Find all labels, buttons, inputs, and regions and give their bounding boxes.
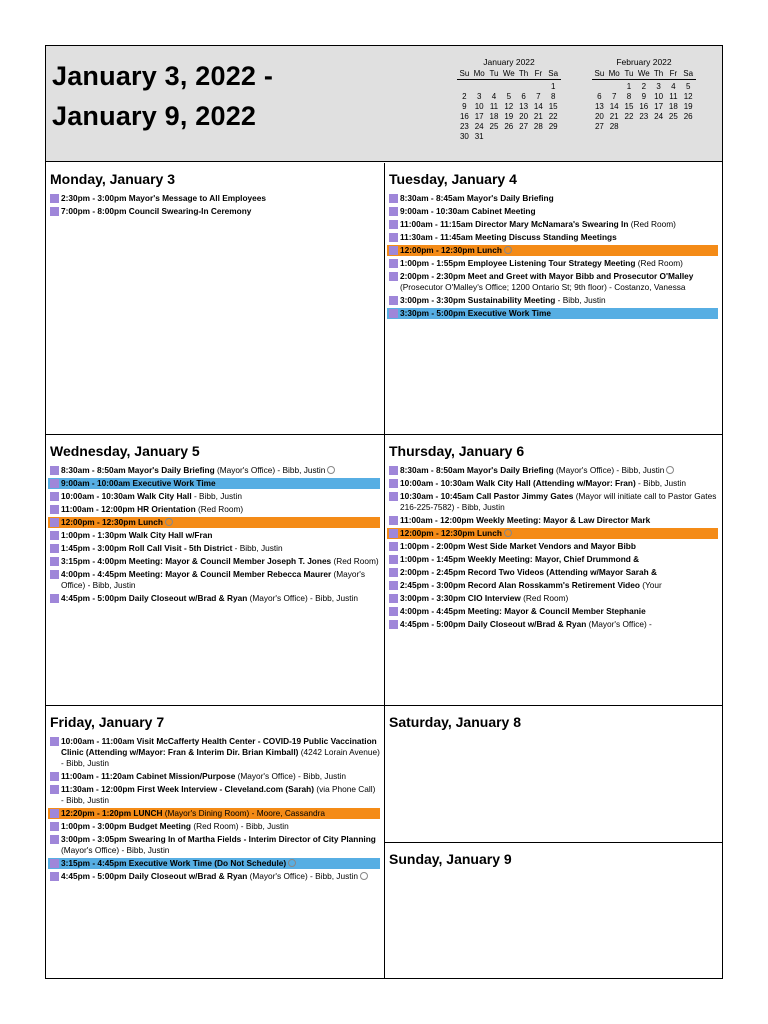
day-cell-thursday xyxy=(385,435,722,705)
category-color-square xyxy=(50,505,59,514)
event-detail: (Mayor's Office) - Bibb, Justin xyxy=(247,593,358,603)
mini-calendar-day: 8 xyxy=(626,91,632,101)
calendar-event[interactable] xyxy=(50,465,380,476)
grid-divider-horizontal xyxy=(46,705,722,706)
calendar-event[interactable] xyxy=(389,580,718,591)
date-range-title xyxy=(52,56,392,136)
mini-calendar-day xyxy=(592,82,607,92)
mini-calendar-day: 25 xyxy=(668,111,678,121)
category-color-square xyxy=(389,220,398,229)
mini-calendar-day: 10 xyxy=(654,91,664,101)
event-list xyxy=(50,193,380,219)
calendar-event[interactable] xyxy=(387,528,718,539)
mini-calendar-week xyxy=(457,102,561,112)
mini-calendar-day: 25 xyxy=(489,121,499,131)
category-color-square xyxy=(389,259,398,268)
category-color-square xyxy=(50,822,59,831)
category-color-square xyxy=(50,544,59,553)
calendar-event[interactable] xyxy=(389,567,718,578)
weekly-calendar-sheet xyxy=(45,45,723,979)
event-detail: - Bibb, Justin xyxy=(635,478,687,488)
day-cell-friday xyxy=(46,706,384,978)
mini-calendar-day: 3 xyxy=(476,91,482,101)
event-time-and-title: 8:30am - 8:50am Mayor's Daily Briefing xyxy=(400,465,554,475)
mini-calendar-day: 13 xyxy=(519,101,529,111)
recurring-icon xyxy=(504,529,512,537)
event-time-and-title: 12:00pm - 12:30pm Lunch xyxy=(61,517,163,527)
event-time-and-title: 8:30am - 8:50am Mayor's Daily Briefing xyxy=(61,465,215,475)
mini-calendar-day xyxy=(487,132,502,142)
category-color-square xyxy=(389,516,398,525)
weekday-header: Sa xyxy=(546,69,561,80)
category-color-square xyxy=(389,568,398,577)
day-title: Thursday, January 6 xyxy=(389,443,525,459)
mini-calendar-day xyxy=(622,122,637,132)
mini-calendar-day: 26 xyxy=(683,111,693,121)
mini-calendar-day: 7 xyxy=(611,91,617,101)
calendar-event[interactable] xyxy=(48,858,380,869)
calendar-event[interactable] xyxy=(50,834,380,856)
event-time-and-title: 11:00am - 11:15am Director Mary McNamara's Swearing In xyxy=(400,219,629,229)
mini-calendar-day: 2 xyxy=(462,91,467,101)
grid-divider-vertical xyxy=(384,163,385,978)
calendar-event[interactable] xyxy=(50,871,380,882)
weekday-header: We xyxy=(502,69,515,78)
category-color-square xyxy=(389,529,398,538)
mini-calendar-day: 9 xyxy=(641,91,647,101)
event-time-and-title: 3:00pm - 3:30pm Sustainability Meeting xyxy=(400,295,556,305)
calendar-event[interactable] xyxy=(389,478,718,489)
mini-calendar-title: January 2022 xyxy=(483,57,535,67)
event-time-and-title: 1:00pm - 2:00pm West Side Market Vendors and Mayor Bibb xyxy=(400,541,636,551)
mini-calendar-grid xyxy=(457,69,561,142)
weekday-header: Fr xyxy=(666,69,681,80)
calendar-event[interactable] xyxy=(48,808,380,819)
mini-calendar-day xyxy=(666,122,681,132)
event-time-and-title: 11:30am - 12:00pm First Week Interview - Cleveland.com (Sarah) xyxy=(61,784,315,794)
event-time-and-title: 4:45pm - 5:00pm Daily Closeout w/Brad & Ryan xyxy=(61,871,248,881)
mini-calendar-week xyxy=(457,122,561,132)
recurring-icon xyxy=(666,466,674,474)
day-title: Saturday, January 8 xyxy=(389,714,522,730)
weekday-header: Mo xyxy=(473,69,485,78)
category-color-square xyxy=(50,859,59,868)
category-color-square xyxy=(50,872,59,881)
event-time-and-title: 11:00am - 12:00pm Weekly Meeting: Mayor & Law Director Mark xyxy=(400,515,651,525)
category-color-square xyxy=(50,809,59,818)
mini-calendar-day xyxy=(607,82,622,92)
event-detail: (Prosecutor O'Malley's Office; 1200 Ontario St; 9th floor) - Costanzo, Vanessa xyxy=(400,282,686,292)
day-title: Sunday, January 9 xyxy=(389,851,512,867)
mini-calendar-day xyxy=(636,122,651,132)
mini-calendar-day: 16 xyxy=(639,101,649,111)
category-color-square xyxy=(389,542,398,551)
calendar-event[interactable] xyxy=(389,206,718,217)
calendar-event[interactable] xyxy=(50,736,380,769)
mini-calendar-day: 1 xyxy=(550,81,556,91)
event-time-and-title: 2:45pm - 3:00pm Record Alan Rosskamm's Retirement Video xyxy=(400,580,640,590)
mini-calendar-day: 31 xyxy=(474,131,484,141)
calendar-event[interactable] xyxy=(50,569,380,591)
event-time-and-title: 4:00pm - 4:45pm Meeting: Mayor & Council Member Rebecca Maurer xyxy=(61,569,332,579)
event-time-and-title: 1:00pm - 1:30pm Walk City Hall w/Fran xyxy=(61,530,213,540)
mini-calendar-day xyxy=(501,82,516,92)
grid-divider-horizontal xyxy=(385,842,722,843)
calendar-event[interactable] xyxy=(389,593,718,604)
mini-calendar-day: 3 xyxy=(656,81,661,91)
category-color-square xyxy=(389,194,398,203)
calendar-event[interactable] xyxy=(389,619,718,630)
recurring-icon xyxy=(327,466,335,474)
mini-calendar-day: 7 xyxy=(536,91,541,101)
category-color-square xyxy=(50,194,59,203)
mini-calendar-day: 15 xyxy=(624,101,634,111)
mini-calendar-day: 4 xyxy=(491,91,497,101)
mini-calendar-day: 12 xyxy=(504,101,514,111)
category-color-square xyxy=(389,479,398,488)
weekday-header: Su xyxy=(592,69,607,80)
event-time-and-title: 12:00pm - 12:30pm Lunch xyxy=(400,528,502,538)
event-time-and-title: 10:00am - 10:30am Walk City Hall (Attending w/Mayor: Fran) xyxy=(400,478,636,488)
category-color-square xyxy=(389,207,398,216)
day-title: Friday, January 7 xyxy=(50,714,165,730)
mini-calendar-day: 5 xyxy=(685,81,691,91)
mini-calendar-day: 15 xyxy=(548,101,558,111)
mini-calendar-day: 12 xyxy=(683,91,693,101)
calendar-event[interactable] xyxy=(389,465,718,476)
mini-calendar-day: 30 xyxy=(459,131,469,141)
event-detail: (Mayor's Office) - Bibb, Justin xyxy=(235,771,347,781)
event-list xyxy=(50,465,380,606)
calendar-event[interactable] xyxy=(50,784,380,806)
mini-calendar-day: 28 xyxy=(609,121,619,131)
category-color-square xyxy=(389,466,398,475)
mini-calendar-day: 21 xyxy=(533,111,543,121)
weekday-header: Tu xyxy=(487,69,502,80)
category-color-square xyxy=(50,785,59,794)
mini-calendar-week xyxy=(457,82,561,92)
calendar-event[interactable] xyxy=(387,308,718,319)
category-color-square xyxy=(389,492,398,501)
event-list xyxy=(50,736,380,884)
mini-calendar-day: 9 xyxy=(462,101,467,111)
category-color-square xyxy=(389,620,398,629)
event-time-and-title: 12:00pm - 12:30pm Lunch xyxy=(400,245,502,255)
event-detail: (Mayor's Office) - Bibb, Justin xyxy=(247,871,358,881)
weekday-header: We xyxy=(637,69,650,78)
mini-calendar-day xyxy=(457,82,472,92)
mini-calendar-week xyxy=(592,122,696,132)
mini-calendar-week xyxy=(592,102,696,112)
weekday-header: Sa xyxy=(681,69,696,80)
category-color-square xyxy=(389,309,398,318)
calendar-event[interactable] xyxy=(389,606,718,617)
day-cell-monday xyxy=(46,163,384,434)
mini-calendar-day: 20 xyxy=(594,111,604,121)
event-time-and-title: 11:00am - 12:00pm HR Orientation xyxy=(61,504,196,514)
mini-calendar-day: 4 xyxy=(671,81,676,91)
calendar-event[interactable] xyxy=(389,295,718,306)
calendar-event[interactable] xyxy=(48,517,380,528)
mini-calendar-day: 17 xyxy=(474,111,484,121)
event-time-and-title: 1:00pm - 1:45pm Weekly Meeting: Mayor, Chief Drummond & xyxy=(400,554,640,564)
weekday-header: Su xyxy=(457,69,472,80)
mini-calendar-week xyxy=(592,112,696,122)
mini-calendar-week xyxy=(457,92,561,102)
event-time-and-title: 1:00pm - 3:00pm Budget Meeting xyxy=(61,821,192,831)
weekday-header: Mo xyxy=(608,69,620,78)
day-cell-tuesday xyxy=(385,163,722,434)
mini-calendar-day: 2 xyxy=(641,81,647,91)
mini-calendar-day: 23 xyxy=(459,121,469,131)
calendar-event[interactable] xyxy=(389,258,718,269)
calendar-event[interactable] xyxy=(389,232,718,243)
calendar-event[interactable] xyxy=(387,245,718,256)
event-time-and-title: 3:30pm - 5:00pm Executive Work Time xyxy=(400,308,551,318)
event-time-and-title: 11:30am - 11:45am Meeting Discuss Standing Meetings xyxy=(400,232,617,242)
calendar-event[interactable] xyxy=(50,504,380,515)
mini-calendar-day: 22 xyxy=(624,111,634,121)
category-color-square xyxy=(50,518,59,527)
date-range-line-1: January 3, 2022 - xyxy=(52,61,274,91)
category-color-square xyxy=(389,581,398,590)
recurring-icon xyxy=(504,246,512,254)
calendar-event[interactable] xyxy=(389,541,718,552)
event-time-and-title: 3:00pm - 3:30pm CIO Interview xyxy=(400,593,521,603)
calendar-event[interactable] xyxy=(389,271,718,293)
mini-calendar-day: 18 xyxy=(668,101,678,111)
event-time-and-title: 9:00am - 10:30am Cabinet Meeting xyxy=(400,206,536,216)
mini-calendar-day xyxy=(546,132,561,142)
mini-calendar-day: 29 xyxy=(548,121,558,131)
category-color-square xyxy=(50,207,59,216)
mini-calendar-grid xyxy=(592,69,696,132)
event-detail: (Red Room) xyxy=(195,504,244,514)
mini-calendar-day: 16 xyxy=(459,111,469,121)
day-cell-sunday xyxy=(385,843,722,978)
event-detail: (via Phone Call) - Bibb, Justin xyxy=(61,784,376,805)
event-time-and-title: 3:15pm - 4:00pm Meeting: Mayor & Council Member Joseph T. Jones xyxy=(61,556,332,566)
category-color-square xyxy=(50,479,59,488)
category-color-square xyxy=(50,737,59,746)
mini-calendar-day: 6 xyxy=(521,91,526,101)
category-color-square xyxy=(50,570,59,579)
weekday-header: Tu xyxy=(622,69,637,80)
day-cell-saturday xyxy=(385,706,722,842)
mini-calendar-day xyxy=(472,82,487,92)
event-detail: - Bibb, Justin xyxy=(191,491,242,501)
mini-calendar-day: 19 xyxy=(683,101,693,111)
event-time-and-title: 2:30pm - 3:00pm Mayor's Message to All Employees xyxy=(61,193,267,203)
category-color-square xyxy=(389,272,398,281)
event-detail: (Mayor's Office) - Bibb, Justin xyxy=(61,569,366,590)
mini-calendar-day: 18 xyxy=(489,111,499,121)
mini-calendar-day xyxy=(531,132,546,142)
category-color-square xyxy=(50,557,59,566)
event-time-and-title: 4:00pm - 4:45pm Meeting: Mayor & Council Member Stephanie xyxy=(400,606,646,616)
event-time-and-title: 10:00am - 10:30am Walk City Hall xyxy=(61,491,192,501)
day-title: Wednesday, January 5 xyxy=(50,443,200,459)
mini-calendar-title: February 2022 xyxy=(616,57,672,67)
event-detail: (Red Room) - Bibb, Justin xyxy=(191,821,289,831)
calendar-header xyxy=(46,46,722,162)
calendar-event[interactable] xyxy=(50,556,380,567)
mini-calendar-day: 28 xyxy=(533,121,543,131)
event-list xyxy=(389,193,718,321)
event-time-and-title: 3:00pm - 3:05pm Swearing In of Martha Fields - Interim Director of City Planning xyxy=(61,834,376,844)
event-time-and-title: 7:00pm - 8:00pm Council Swearing-In Ceremony xyxy=(61,206,252,216)
calendar-event[interactable] xyxy=(389,219,718,230)
recurring-icon xyxy=(165,518,173,526)
weekday-header: Fr xyxy=(531,69,546,80)
mini-calendar-day xyxy=(681,122,696,132)
mini-calendar-week xyxy=(457,112,561,122)
mini-calendar-week xyxy=(592,82,696,92)
recurring-icon xyxy=(288,859,296,867)
event-detail: (Mayor will initiate call to Pastor Gates 216-225-7582) - Bibb, Justin xyxy=(400,491,717,512)
mini-calendar-day: 21 xyxy=(609,111,619,121)
event-detail: - Bibb, Justin xyxy=(232,543,283,553)
calendar-event[interactable] xyxy=(50,543,380,554)
mini-calendar-day: 24 xyxy=(474,121,484,131)
mini-calendar-january xyxy=(457,57,561,142)
mini-calendar-day xyxy=(487,82,502,92)
mini-calendar-day: 19 xyxy=(504,111,514,121)
mini-calendar-day: 6 xyxy=(597,91,602,101)
mini-calendar-day xyxy=(516,132,531,142)
event-detail: (Mayor's Office) - Bibb, Justin xyxy=(214,465,326,475)
weekday-header: Th xyxy=(516,69,531,80)
event-detail: - Bibb, Justin xyxy=(555,295,606,305)
event-time-and-title: 11:00am - 11:20am Cabinet Mission/Purpose xyxy=(61,771,236,781)
mini-calendar-day: 20 xyxy=(519,111,529,121)
mini-calendar-day: 5 xyxy=(506,91,512,101)
recurring-icon xyxy=(360,872,368,880)
mini-calendar-day: 13 xyxy=(594,101,604,111)
mini-calendar-day: 14 xyxy=(609,101,619,111)
calendar-event[interactable] xyxy=(50,530,380,541)
mini-calendar-day: 8 xyxy=(550,91,556,101)
event-detail: (Red Room) xyxy=(520,593,569,603)
mini-calendar-day: 11 xyxy=(489,101,499,111)
event-detail: (Red Room) xyxy=(628,219,676,229)
category-color-square xyxy=(389,296,398,305)
event-detail: (Red Room) xyxy=(331,556,379,566)
category-color-square xyxy=(389,607,398,616)
mini-calendar-day: 23 xyxy=(639,111,649,121)
mini-calendar-february xyxy=(592,57,696,132)
calendar-event[interactable] xyxy=(389,515,718,526)
event-time-and-title: 2:00pm - 2:45pm Record Two Videos (Attending w/Mayor Sarah & xyxy=(400,567,657,577)
calendar-event[interactable] xyxy=(50,491,380,502)
category-color-square xyxy=(389,555,398,564)
event-detail: (Mayor's Office) - xyxy=(586,619,652,629)
event-detail: (4242 Lorain Avenue) - Bibb, Justin xyxy=(61,747,380,768)
mini-calendar-day: 26 xyxy=(504,121,514,131)
mini-calendar-day: 22 xyxy=(548,111,558,121)
mini-calendar-day: 24 xyxy=(654,111,664,121)
mini-calendar-day: 27 xyxy=(594,121,604,131)
event-list xyxy=(389,465,718,632)
category-color-square xyxy=(50,772,59,781)
calendar-event[interactable] xyxy=(50,593,380,604)
event-detail: (Red Room) xyxy=(635,258,683,268)
calendar-event[interactable] xyxy=(48,478,380,489)
calendar-event[interactable] xyxy=(50,193,380,204)
mini-calendar-week xyxy=(457,132,561,142)
category-color-square xyxy=(389,233,398,242)
category-color-square xyxy=(50,594,59,603)
mini-calendar-day: 1 xyxy=(626,81,632,91)
event-time-and-title: 8:30am - 8:45am Mayor's Daily Briefing xyxy=(400,193,554,203)
event-detail: (Mayor's Office) - Bibb, Justin xyxy=(553,465,665,475)
mini-calendar-day xyxy=(531,82,546,92)
calendar-event[interactable] xyxy=(50,821,380,832)
event-time-and-title: 10:00am - 11:00am Visit McCafferty Health Center - COVID-19 Public Vaccination Clinic (Attending w/Mayor: Fran & Interim Dir. Brian Kimball) xyxy=(61,736,377,757)
event-detail: (Mayor's Dining Room) - Moore, Cassandra xyxy=(162,808,325,818)
mini-calendar-day: 27 xyxy=(519,121,529,131)
event-time-and-title: 1:00pm - 1:55pm Employee Listening Tour Strategy Meeting xyxy=(400,258,636,268)
mini-calendar-day: 17 xyxy=(654,101,664,111)
event-time-and-title: 9:00am - 10:00am Executive Work Time xyxy=(61,478,216,488)
calendar-event[interactable] xyxy=(389,491,718,513)
event-time-and-title: 4:45pm - 5:00pm Daily Closeout w/Brad & Ryan xyxy=(61,593,248,603)
event-time-and-title: 10:30am - 10:45am Call Pastor Jimmy Gates xyxy=(400,491,574,501)
category-color-square xyxy=(50,492,59,501)
mini-calendar-day: 10 xyxy=(474,101,484,111)
category-color-square xyxy=(389,594,398,603)
mini-calendar-day: 14 xyxy=(533,101,543,111)
category-color-square xyxy=(50,835,59,844)
event-time-and-title: 12:20pm - 1:20pm LUNCH xyxy=(61,808,163,818)
event-detail: (Mayor's Office) - Bibb, Justin xyxy=(61,845,170,855)
day-cell-wednesday xyxy=(46,435,384,705)
event-detail: (Your xyxy=(639,580,662,590)
event-time-and-title: 4:45pm - 5:00pm Daily Closeout w/Brad & Ryan xyxy=(400,619,587,629)
mini-calendar-day xyxy=(516,82,531,92)
category-color-square xyxy=(50,466,59,475)
grid-divider-horizontal xyxy=(46,434,722,435)
mini-calendar-week xyxy=(592,92,696,102)
category-color-square xyxy=(50,531,59,540)
mini-calendar-day xyxy=(501,132,516,142)
event-time-and-title: 3:15pm - 4:45pm Executive Work Time (Do Not Schedule) xyxy=(61,858,287,868)
calendar-event[interactable] xyxy=(389,193,718,204)
mini-calendar-day: 11 xyxy=(669,91,678,101)
day-title: Tuesday, January 4 xyxy=(389,171,517,187)
event-time-and-title: 2:00pm - 2:30pm Meet and Greet with Mayor Bibb and Prosecutor O'Malley xyxy=(400,271,694,281)
category-color-square xyxy=(389,246,398,255)
mini-calendar-day xyxy=(651,122,666,132)
event-time-and-title: 1:45pm - 3:00pm Roll Call Visit - 5th District xyxy=(61,543,233,553)
date-range-line-2: January 9, 2022 xyxy=(52,101,257,131)
calendar-event[interactable] xyxy=(389,554,718,565)
calendar-event[interactable] xyxy=(50,206,380,217)
day-title: Monday, January 3 xyxy=(50,171,176,187)
weekday-header: Th xyxy=(651,69,666,80)
calendar-event[interactable] xyxy=(50,771,380,782)
